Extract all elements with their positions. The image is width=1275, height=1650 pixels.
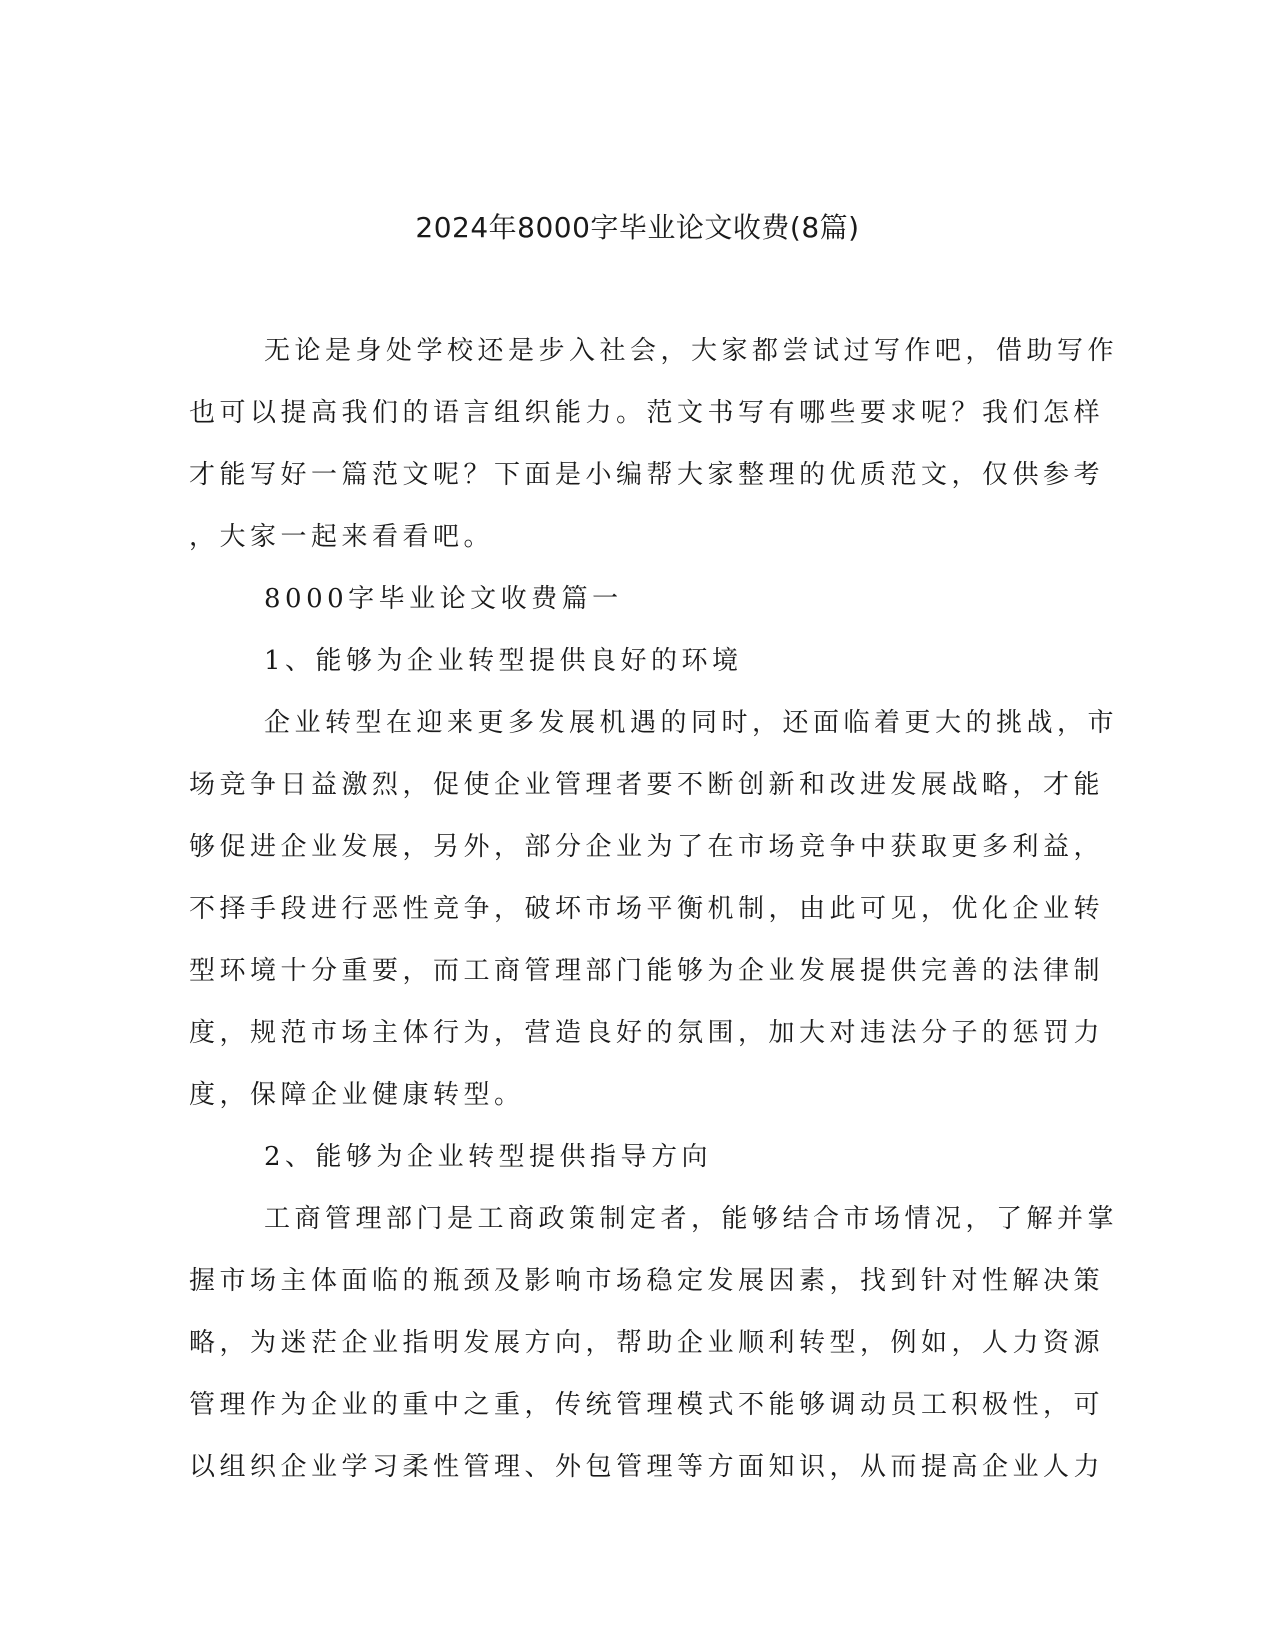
text-line: 工商管理部门是工商政策制定者，能够结合市场情况，了解并掌 [264, 1204, 1119, 1234]
text-line: 够促进企业发展，另外，部分企业为了在市场竞争中获取更多利益， [189, 832, 1105, 862]
text-line: ，大家一起来看看吧。 [189, 522, 495, 552]
document-body [189, 331, 1119, 1509]
text-line: 才能写好一篇范文呢？下面是小编帮大家整理的优质范文，仅供参考 [189, 460, 1105, 490]
text-line: 企业转型在迎来更多发展机遇的同时，还面临着更大的挑战，市 [264, 708, 1119, 738]
text-line: 度，保障企业健康转型。 [189, 1080, 525, 1110]
text-line: 无论是身处学校还是步入社会，大家都尝试过写作吧，借助写作 [264, 336, 1119, 366]
text-line: 场竞争日益激烈，促使企业管理者要不断创新和改进发展战略，才能 [189, 770, 1105, 800]
text-line: 度，规范市场主体行为，营造良好的氛围，加大对违法分子的惩罚力 [189, 1018, 1105, 1048]
text-line: 略，为迷茫企业指明发展方向，帮助企业顺利转型，例如，人力资源 [189, 1328, 1105, 1358]
text-line: 8000字毕业论文收费篇一 [264, 584, 623, 614]
text-line: 不择手段进行恶性竞争，破坏市场平衡机制，由此可见，优化企业转 [189, 894, 1105, 924]
text-line: 握市场主体面临的瓶颈及影响市场稳定发展因素，找到针对性解决策 [189, 1266, 1105, 1296]
text-line: 2、能够为企业转型提供指导方向 [264, 1142, 713, 1172]
text-line: 型环境十分重要，而工商管理部门能够为企业发展提供完善的法律制 [189, 956, 1105, 986]
text-line: 也可以提高我们的语言组织能力。范文书写有哪些要求呢？我们怎样 [189, 398, 1105, 428]
text-line: 以组织企业学习柔性管理、外包管理等方面知识，从而提高企业人力 [189, 1452, 1105, 1482]
text-line: 管理作为企业的重中之重，传统管理模式不能够调动员工积极性，可 [189, 1390, 1105, 1420]
text-line: 1、能够为企业转型提供良好的环境 [264, 646, 743, 676]
document-title: 2024年8000字毕业论文收费(8篇) [415, 211, 860, 244]
